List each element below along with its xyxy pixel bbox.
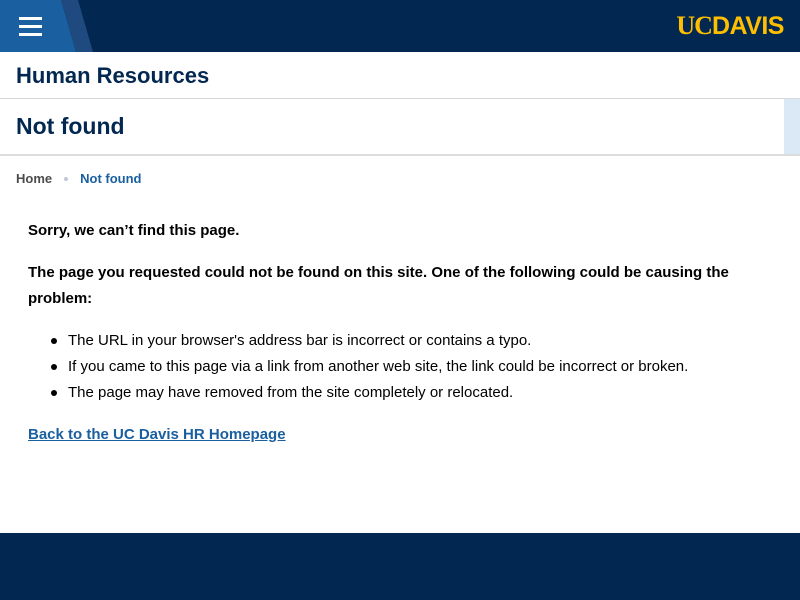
breadcrumb-current: Not found: [80, 171, 142, 186]
site-bar: [0, 52, 800, 99]
list-item: The page may have removed from the site completely or relocated.: [50, 380, 748, 406]
logo-davis: DAVIS: [711, 12, 784, 40]
list-item: The URL in your browser's address bar is incorrect or contains a typo.: [50, 328, 748, 354]
page-title-bar: [0, 99, 800, 156]
breadcrumb: [16, 171, 142, 186]
logo-uc: UC: [676, 11, 712, 40]
uc-davis-logo[interactable]: [676, 12, 784, 40]
site-title-link[interactable]: Human Resources: [16, 63, 210, 88]
footer: [0, 533, 800, 600]
intro-text: The page you requested could not be found on this site. One of the following could be causing the problem:: [28, 264, 729, 307]
title-bar-accent: [784, 99, 800, 154]
page-title: Not found: [16, 113, 125, 139]
breadcrumb-separator-icon: [64, 177, 68, 181]
breadcrumb-home-link[interactable]: Home: [16, 171, 53, 186]
back-to-homepage-link[interactable]: Back to the UC Davis HR Homepage: [28, 426, 286, 443]
reasons-list: [50, 328, 748, 406]
main-content: [28, 218, 748, 448]
lead-text: Sorry, we can’t find this page.: [28, 222, 240, 239]
list-item: If you came to this page via a link from another web site, the link could be incorrect or broken.: [50, 354, 748, 380]
hamburger-menu-icon[interactable]: [19, 16, 43, 36]
top-bar: [0, 0, 800, 52]
